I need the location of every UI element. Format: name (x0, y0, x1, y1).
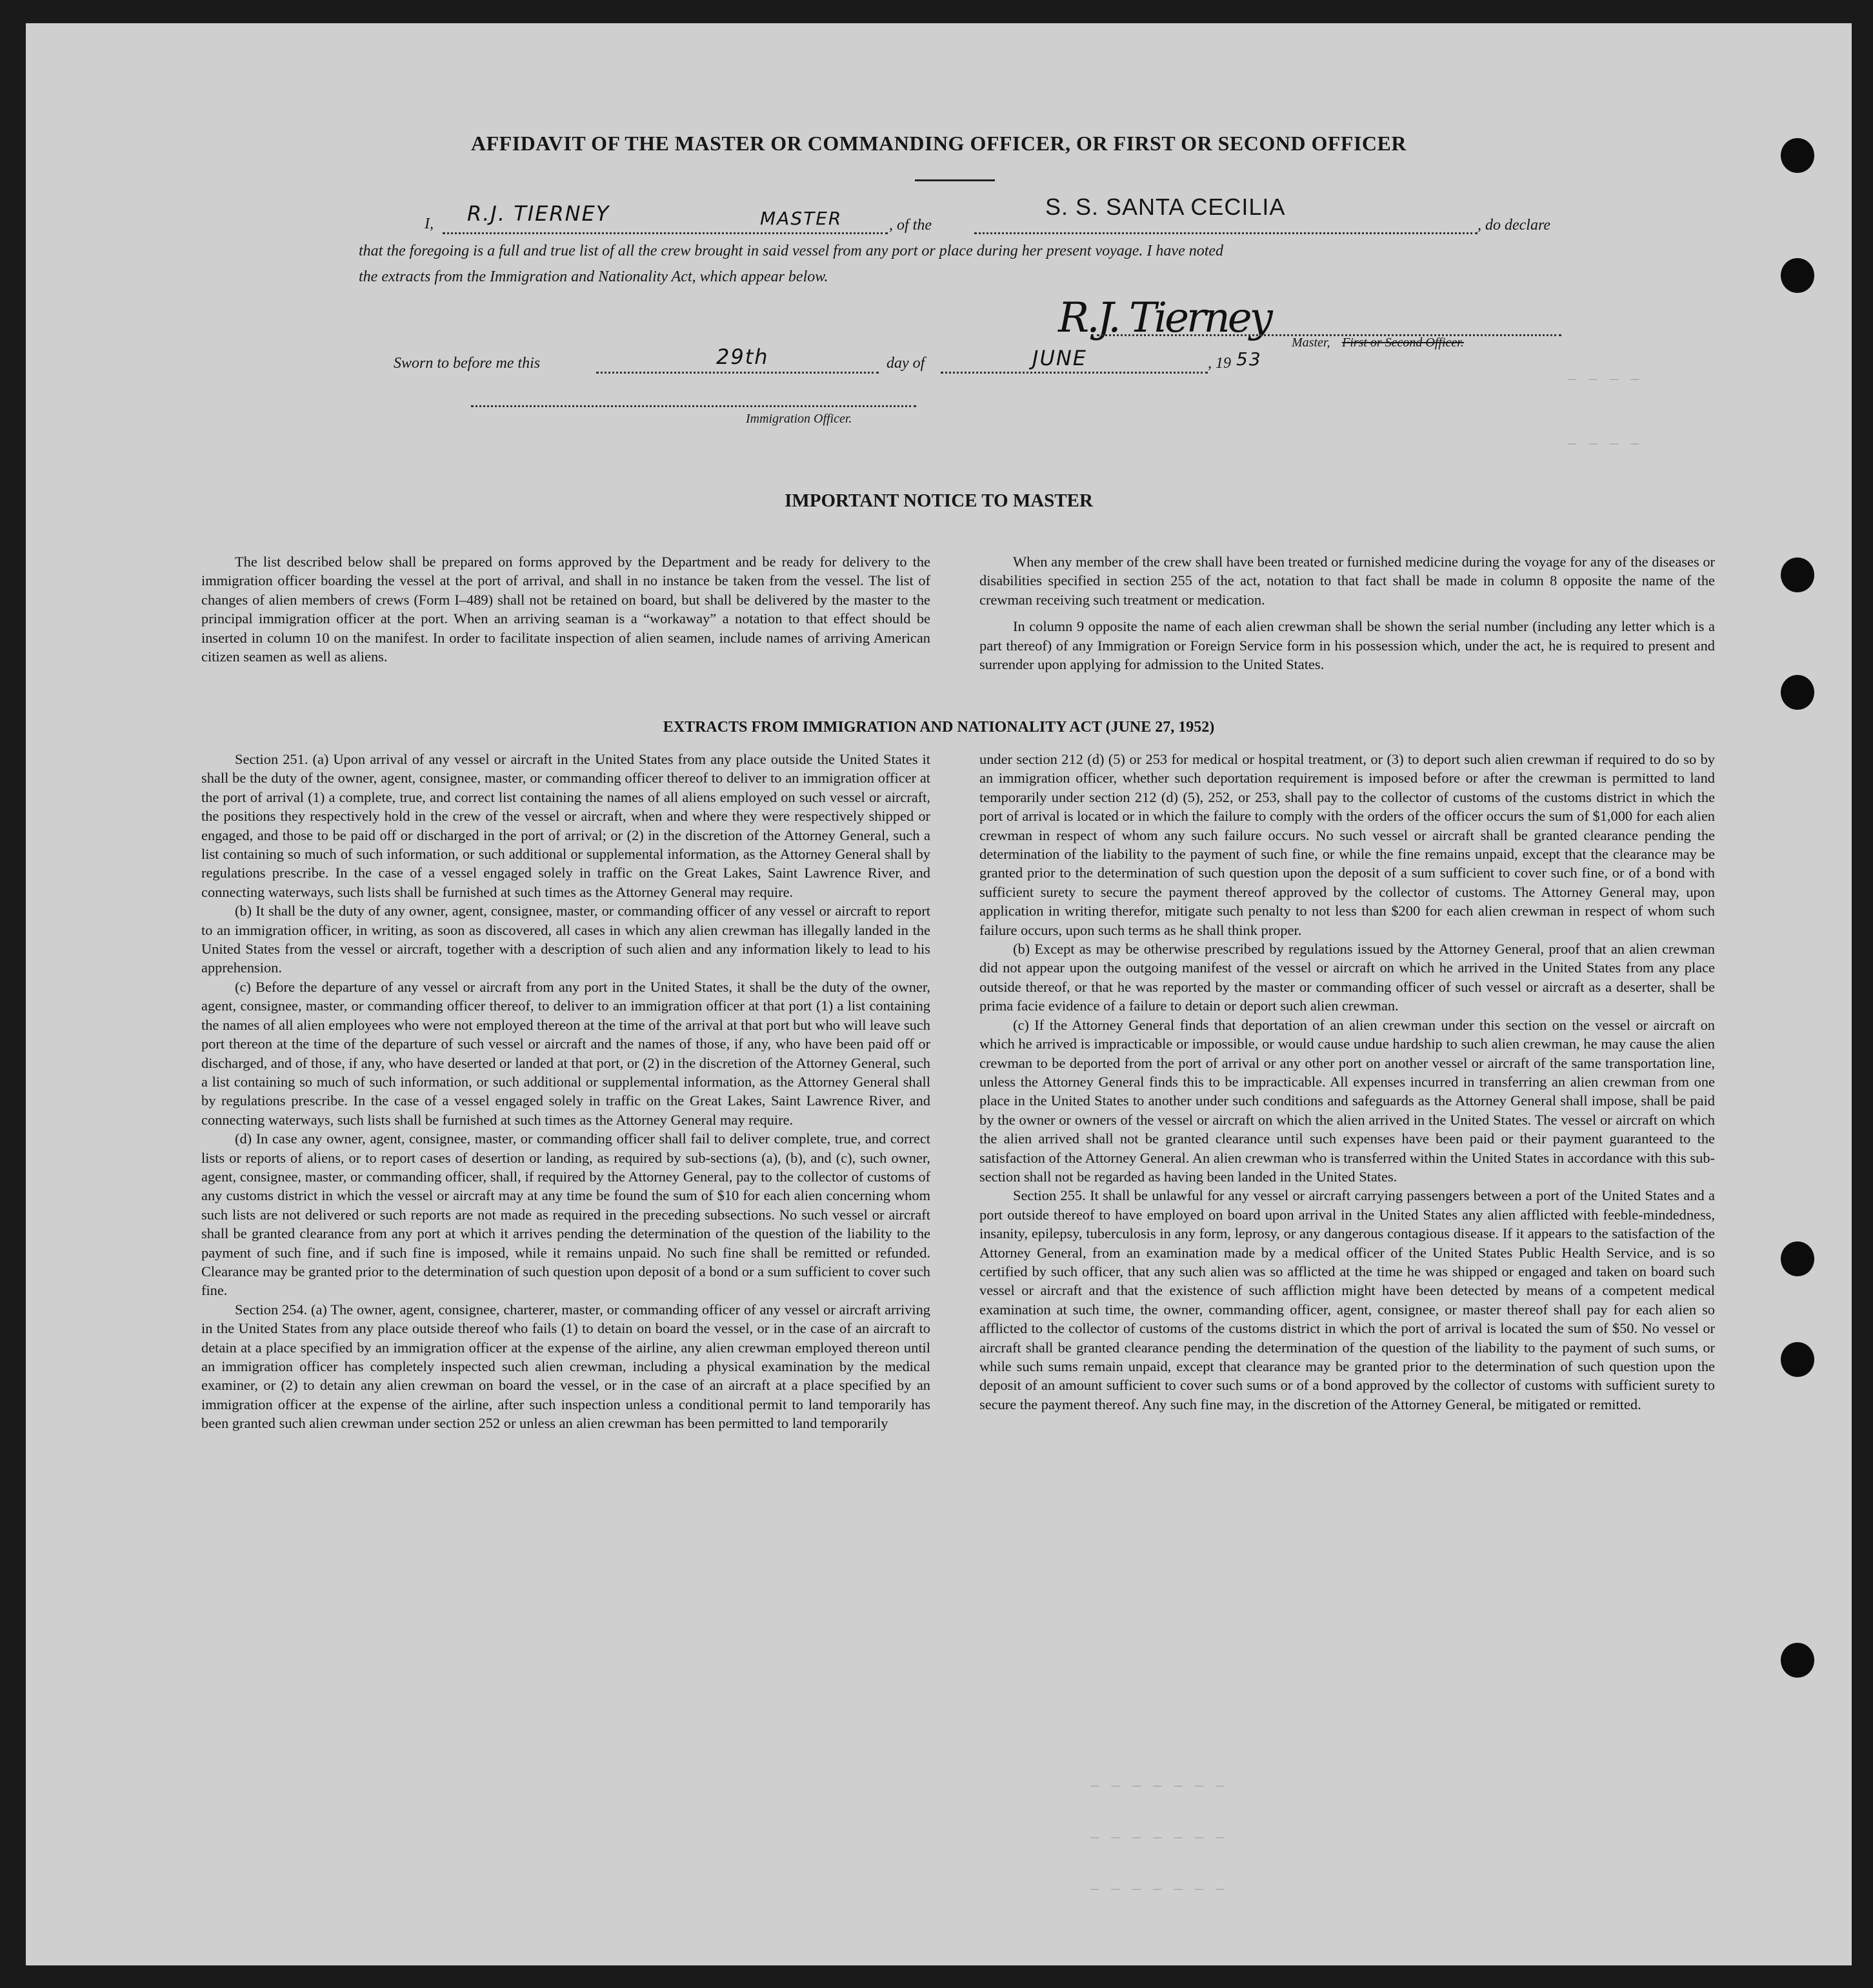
punch-hole (1781, 258, 1814, 293)
do-declare-label: , do declare (1477, 217, 1551, 234)
punch-hole (1781, 675, 1814, 710)
declarant-name: R.J. TIERNEY (467, 201, 610, 226)
signer-caption-struck: First or Second Officer. (1342, 336, 1464, 350)
vessel-name: S. S. SANTA CECILIA (1045, 194, 1286, 220)
notice-right-paragraph-1: When any member of the crew shall have been treated or furnished medicine during the voyage for any of the diseases or disabilities specified in section 255 of the act, notation to that fact shall be made in column 8 opposite the name of the crewman receiving such treatment or medication. (979, 554, 1715, 608)
declaration-statement-line1: that the foregoing is a full and true list of all the crew brought in said vessel from any port or place during her present voyage. I have noted (359, 243, 1224, 259)
punch-hole (1781, 1241, 1814, 1276)
year-prefix: , 19 (1208, 355, 1231, 372)
extracts-left-column (201, 750, 930, 1433)
section-254c: (c) If the Attorney General finds that deportation of an alien crewman under this section on the vessel or aircraft on which he arrived is impracticable or impossible, or would cause undue hardship to such alien crewman, he may cause the alien crewman to be deported from the port of arrival or any other port on another vessel or aircraft of the same transportation line, unless the Attorney General finds this to be impracticable. All expenses incurred in transferring an alien crewman from one place in the United States to another under such conditions and safeguards as the Attorney General shall impose, shall be paid by the owner or owners of the vessel or aircraft on which the alien arrived in the United States. The vessel or aircraft on which the alien arrived shall not be granted clearance until such expenses have been paid or their payment guaranteed to the satisfaction of the Attorney General. An alien crewman who is transferred within the United States in accordance with this sub-section shall not be regarded as having been landed in the United States. (979, 1016, 1715, 1185)
declarant-rank: MASTER (760, 208, 843, 229)
notice-title: IMPORTANT NOTICE TO MASTER (785, 490, 1093, 511)
section-251a: Section 251. (a) Upon arrival of any vessel or aircraft in the United States from any place outside the United States it shall be the duty of the owner, agent, consignee, master, or commanding officer thereof to deliver to an immigration officer at the port of arrival (1) a complete, true, and correct list containing the names of all aliens employed on such vessel or aircraft, the positions they respectively hold in the crew of the vessel or aircraft, when and where they were respectively shipped or engaged, and those to be paid off or discharged in the port of arrival; or (2) in the discretion of the Attorney General, such a list containing so much of such information, or such additional or supplemental information, as the Attorney General shall by regulations prescribe. In the case of a vessel engaged solely in traffic on the Great Lakes, Saint Lawrence River, and connecting waterways, such lists shall be furnished at such times as the Attorney General may require. (201, 751, 930, 900)
notice-right-paragraph-2: In column 9 opposite the name of each alien crewman shall be shown the serial number (including any letter which is a part thereof) of any Immigration or Foreign Service form in his possession which, under the act, he is required to present and surrender upon applying for admission to the United States. (979, 618, 1715, 673)
notice-right-column (979, 552, 1715, 681)
day-of-label: day of (886, 355, 925, 372)
section-251c: (c) Before the departure of any vessel or aircraft from any port in the United States, it shall be the duty of the owner, agent, consignee, master, or commanding officer thereof, to deliver to an immigration officer at that port (1) a list containing the names of all alien employees who were not employed thereon at the time of the arrival at that port but who will leave such port thereon at the time of the departure of such vessel or aircraft and the names of those, if any, who have been paid off or discharged, and of those, if any, who have deserted or landed at that port, or (2) in the discretion of the Attorney General, such a list containing so much of such information, or such additional or supplemental information, as the Attorney General shall by regulations prescribe. In the case of a vessel engaged solely in traffic on the Great Lakes, Saint Lawrence River, and connecting waterways, such lists shall be furnished at such times as the Attorney General may require. (201, 978, 930, 1128)
sworn-day-underline (596, 372, 879, 374)
section-254a: Section 254. (a) The owner, agent, consignee, charterer, master, or commanding officer of any vessel or aircraft arriving in the United States from any place outside thereof who fails (1) to detain on board the vessel, or in the case of an aircraft to detain at a place specified by an immigration officer at the expense of the airline, any alien crewman employed thereon until an immigration officer has completely inspected such alien crewman, including a physical examination by the medical examiner, or (2) to detain any alien crewman on board the vessel, or in the case of an aircraft at a place specified by an immigration officer at the expense of the airline, after such inspection unless a conditional permit to land temporarily has been granted such alien crewman under section 252 or unless an alien crewman has been permitted to land temporarily (201, 1301, 930, 1432)
section-251d: (d) In case any owner, agent, consignee, master, or commanding officer shall fail to deliver complete, true, and correct lists or reports of aliens, or to report cases of desertion or landing, as required by sub-sections (a), (b), and (c), such owner, agent, consignee, master, or commanding officer, shall, if required by the Attorney General, pay to the collector of customs of any customs district in which the vessel or aircraft may at any time be found the sum of $10 for each alien concerning whom such lists are not delivered or such reports are not made as required in the preceding subsections. No such vessel or aircraft shall be granted clearance from any port at which it arrives pending the determination of the question of the liability to the payment of such fine, and if such fine is imposed, while it remains unpaid. No such fine shall be remitted or refunded. Clearance may be granted prior to the determination of such question upon deposit of a bond or a sum sufficient to cover such fine. (201, 1130, 930, 1299)
notice-left-paragraph: The list described below shall be prepared on forms approved by the Department and be ready for delivery to the immigration officer boarding the vessel at the port of arrival, and shall in no instance be taken from the vessel. The list of changes of alien members of crews (Form I–489) shall not be retained on board, but shall be delivered by the master to the principal immigration officer at the port. When an arriving seaman is a “workaway” a notation to that effect should be inserted in column 10 on the manifest. In order to facilitate inspection of alien seamen, include names of arriving American citizen seamen as well as aliens. (201, 554, 930, 665)
section-251b: (b) It shall be the duty of any owner, agent, consignee, master, or commanding officer of any vessel or aircraft to report to an immigration officer, in writing, as soon as discovered, all cases in which any alien crewman has illegally landed in the United States from the vessel or aircraft, together with a description of such alien and any information likely to lead to his apprehension. (201, 903, 930, 976)
signer-caption-master: Master, (1292, 336, 1330, 350)
affidavit-title: AFFIDAVIT OF THE MASTER OR COMMANDING OFFICER, OR FIRST OR SECOND OFFICER (471, 132, 1407, 155)
notice-left-column (201, 552, 930, 674)
of-the-label: , of the (889, 217, 932, 234)
extracts-right-column (979, 750, 1715, 1414)
section-254a-continued: under section 212 (d) (5) or 253 for medical or hospital treatment, or (3) to deport such alien crewman if required to do so by an immigration officer, whether such deportation requirement is imposed before or after the crewman is permitted to land temporarily under section 212 (d) (5), 252, or 253, shall pay to the collector of customs of the customs district in which the port of arrival is located or in which the failure to comply with the orders of the officer occurs the sum of $1,000 for each alien crewman in respect of whom any such failure occurs. No such vessel or aircraft shall be granted clearance pending the determination of the liability to the payment of such fine, or while the fine remains unpaid, except that the clearance may be granted prior to the determination of such question upon the deposit of a sum sufficient to cover such fine, or of a bond with sufficient surety to secure the payment thereof approved by the collector of customs. The Attorney General may, upon application in writing therefor, mitigate such penalty to not less than $200 for each alien crewman in respect of whom such failure occurs, upon such terms as he shall think proper. (979, 751, 1715, 938)
title-divider (915, 179, 995, 181)
affidavit-page: — — — — — — — — — — — — — — — — — — — — — — — — — — — — — AFFIDAVIT OF THE MASTER OR COMMANDING OFFICER, OR FIRST OR SECOND OFFICER I, R.J. TIERNEY MASTER , of the S. S. SANTA CECILIA , do declare that the foregoing is a full and true list of all the crew brought in said vessel from any port or place during her present voyage. I have noted the extracts from the Immigration and Nationality Act, which appear below. R.J. Tierney Master, First or Second Officer. Sworn to before me this 29th day of JUNE , 19 53 Immigration Officer. IMPORTANT NOTICE TO MASTER The list described below shall be prepared on forms approved by the Department and be ready for delivery to the immigration officer boarding the vessel at the port of arrival, and shall in no instance be taken from the vessel. The list of changes of alien members of crews (Form I–489) shall not be retained on board, but shall be delivered by the master to the principal immigration officer at the port. When an arriving seaman is a “workaway” a notation to that effect should be inserted in column 10 on the manifest. In order to facilitate inspection of alien seamen, include names of arriving American citizen seamen as well as aliens. When any member of the crew shall have been treated or furnished medicine during the voyage for any of the diseases or disabilities specified in section 255 of the act, notation to that fact shall be made in column 8 opposite the name of the crewman receiving such treatment or medication. In column 9 opposite the name of each alien crewman shall be shown the serial number (including any letter which is a part thereof) of any Immigration or Foreign Service form in his possession which, under the act, he is required to present and surrender upon applying for admission to the United States. EXTRACTS FROM IMMIGRATION AND NATIONALITY ACT (JUNE 27, 1952) Section 251. (a) Upon arrival of any vessel or aircraft in the United States from any place outside the United States it shall be the duty of the owner, agent, consignee, master, or commanding officer thereof to deliver to an immigration officer at the port of arrival (1) a complete, true, and correct list containing the names of all aliens employed on such vessel or aircraft, the positions they respectively hold in the crew of the vessel or aircraft, when and where they were respectively shipped or engaged, and those to be paid off or discharged in the port of arrival; or (2) in the discretion of the Attorney General, such a list containing so much of such information, or such additional or supplemental information, as the Attorney General shall by regulations prescribe. In the case of a vessel engaged solely in traffic on the Great Lakes, Saint Lawrence River, and connecting waterways, such lists shall be furnished at such times as the Attorney General may require. (b) It shall be the duty of any owner, agent, consignee, master, or commanding officer of any vessel or aircraft to report to an immigration officer, in writing, as soon as discovered, all cases in which any alien crewman has illegally landed in the United States from the vessel or aircraft, together with a description of such alien and any information likely to lead to his apprehension. (c) Before the departure of any vessel or aircraft from any port in the United States, it shall be the duty of the owner, agent, consignee, master, or commanding officer thereof, to deliver to an immigration officer at that port (1) a list containing the names of all alien employees who were not employed thereon at the time of the arrival at that port but who will leave such port thereon at the time of the departure of such vessel or aircraft and the names of those, if any, who have been paid off or discharged, and of those, if any, who have deserted or landed at that port, or (2) in the discretion of the Attorney General, such a list containing so much of such information, or such additional or supplemental information, as the Attorney General shall by regulations prescribe. In the case of a vessel engaged solely in traffic on the Great Lakes, Saint Lawrence River, and connecting waterways, such lists shall be furnished at such times as the Attorney General may require. (d) In case any owner, agent, consignee, master, or commanding officer shall fail to deliver complete, true, and correct lists or reports of aliens, or to report cases of desertion or landing, as required by sub-sections (a), (b), and (c), such owner, agent, consignee, master, or commanding officer, shall, if required by the Attorney General, pay to the collector of customs of any customs district in which the vessel or aircraft may at any time be found the sum of $10 for each alien concerning whom such lists are not delivered or such reports are not made as required in the preceding subsections. No such vessel or aircraft shall be granted clearance from any port at which it arrives pending the determination of the question of the liability to the payment of such fine, and if such fine is imposed, while it remains unpaid. No such fine shall be remitted or refunded. Clearance may be granted prior to the determination of such question upon deposit of a bond or a sum sufficient to cover such fine. Section 254. (a) The owner, agent, consignee, charterer, master, or commanding officer of any vessel or aircraft arriving in the United States from any place outside thereof who fails (1) to detain on board the vessel, or in the case of an aircraft to detain at a place specified by an immigration officer at the expense of the airline, any alien crewman employed thereon until an immigration officer has completely inspected such alien crewman, including a physical examination by the medical examiner, or (2) to detain any alien crewman on board the vessel, or in the case of an aircraft at a place specified by an immigration officer at the expense of the airline, after such inspection unless a conditional permit to land temporarily has been granted such alien crewman under section 252 or unless an alien crewman has been permitted to land temporarily under section 212 (d) (5) or 253 for medical or hospital treatment, or (3) to deport such alien crewman if required to do so by an immigration officer, whether such deportation requirement is imposed before or after the crewman is permitted to land temporarily under section 212 (d) (5), 252, or 253, shall pay to the collector of customs of the customs district in which the port of arrival is located or in which the failure to comply with the orders of the officer occurs the sum of $1,000 for each alien crewman in respect of whom any such failure occurs. No such vessel or aircraft shall be granted clearance pending the determination of the liability to the payment of such fine, or while the fine remains unpaid, except that the clearance may be granted prior to the determination of such question upon the deposit of a sum sufficient to cover such fine, or of a bond with sufficient surety to secure the payment thereof approved by the collector of customs. The Attorney General may, upon application in writing therefor, mitigate such penalty to not less than $200 for each alien crewman in respect of whom such failure occurs, upon such terms as he shall think proper. (b) Except as may be otherwise prescribed by regulations issued by the Attorney General, proof that an alien crewman did not appear upon the outgoing manifest of the vessel or aircraft on which he arrived in the United States from any place outside thereof, or that he was reported by the master or commanding officer of such vessel or aircraft as a deserter, shall be prima facie evidence of a failure to detain or deport such alien crewman. (c) If the Attorney General finds that deportation of an alien crewman under this section on the vessel or aircraft on which he arrived is impracticable or impossible, or would cause undue hardship to such alien crewman, he may cause the alien crewman to be deported from the port of arrival or any other port on another vessel or aircraft of the same transportation line, unless the Attorney General finds this to be impracticable. All expenses incurred in transferring an alien crewman from one place in the United States to another under such conditions and safeguards as the Attorney General shall impose, shall be paid by the owner or owners of the vessel or aircraft on which the alien arrived in the United States. The vessel or aircraft on which the alien arrived shall not be granted clearance until such expenses have been paid or their payment guaranteed to the satisfaction of the Attorney General. An alien crewman who is transferred within the United States in accordance with this sub-section shall not be regarded as having been landed in the United States. Section 255. It shall be unlawful for any vessel or aircraft carrying passengers between a port of the United States and a port outside thereof to have employed on board upon arrival in the United States any alien afflicted with feeble-mindedness, insanity, epilepsy, tuberculosis in any form, leprosy, or any dangerous contagious disease. If it appears to the satisfaction of the Attorney General, from an examination made by a medical officer of the United States Public Health Service, and is so certified by such officer, that any such alien was so afflicted at the time he was shipped or engaged and taken on board such vessel or aircraft and that the existence of such affliction might have been detected by means of a competent medical examination at such time, the owner, commanding officer, agent, consignee, or master thereof shall pay for each alien so afflicted to the collector of customs of the customs district in which the port of arrival is located the sum of $50. No vessel or aircraft shall be granted clearance pending the determination of the question of the liability to the payment of such sums, or while such sums remain unpaid, except that clearance may be granted prior to the determination of such question upon the deposit of an amount sufficient to cover such sums or of a bond approved by the collector of customs with sufficient surety to secure the payment thereof. Any such fine may, in the discretion of the Attorney General, be mitigated or remitted. (26, 23, 1852, 1965)
name-underline (443, 232, 888, 234)
punch-hole (1781, 1342, 1814, 1377)
i-label: I, (425, 216, 434, 232)
sworn-month-underline (941, 372, 1208, 374)
punch-hole (1781, 557, 1814, 592)
vessel-underline (974, 232, 1477, 234)
immigration-officer-signature-line (471, 405, 916, 407)
extracts-title: EXTRACTS FROM IMMIGRATION AND NATIONALITY ACT (JUNE 27, 1952) (663, 719, 1215, 736)
immigration-officer-caption: Immigration Officer. (746, 412, 852, 426)
punch-hole (1781, 1643, 1814, 1678)
year-suffix: 53 (1236, 348, 1262, 370)
sworn-month: JUNE (1032, 346, 1088, 370)
section-255: Section 255. It shall be unlawful for any vessel or aircraft carrying passengers between a port of the United States and a port outside thereof to have employed on board upon arrival in the United States any alien afflicted with feeble-mindedness, insanity, epilepsy, tuberculosis in any form, leprosy, or any dangerous contagious disease. If it appears to the satisfaction of the Attorney General, from an examination made by a medical officer of the United States Public Health Service, and is so certified by such officer, that any such alien was so afflicted at the time he was shipped or engaged and taken on board such vessel or aircraft and that the existence of such affliction might have been detected by means of a competent medical examination at such time, the owner, commanding officer, agent, consignee, or master thereof shall pay for each alien so afflicted to the collector of customs of the customs district in which the port of arrival is located the sum of $50. No vessel or aircraft shall be granted clearance pending the determination of the question of the liability to the payment of such sums, or while such sums remain unpaid, except that clearance may be granted prior to the determination of such question upon the deposit of an amount sufficient to cover such sums or of a bond approved by the collector of customs with sufficient surety to secure the payment thereof. Any such fine may, in the discretion of the Attorney General, be mitigated or remitted. (979, 1187, 1715, 1412)
sworn-day: 29th (716, 345, 769, 369)
sworn-label: Sworn to before me this (394, 355, 541, 372)
declaration-statement-line2: the extracts from the Immigration and Nationality Act, which appear below. (359, 268, 828, 285)
master-signature: R.J. Tierney (1058, 294, 1270, 342)
section-254b: (b) Except as may be otherwise prescribed by regulations issued by the Attorney General, proof that an alien crewman did not appear upon the outgoing manifest of the vessel or aircraft on which he arrived in the United States from any place outside thereof, or that he was reported by the master or commanding officer of such vessel or aircraft as a deserter, shall be prima facie evidence of a failure to detain or deport such alien crewman. (979, 941, 1715, 1014)
